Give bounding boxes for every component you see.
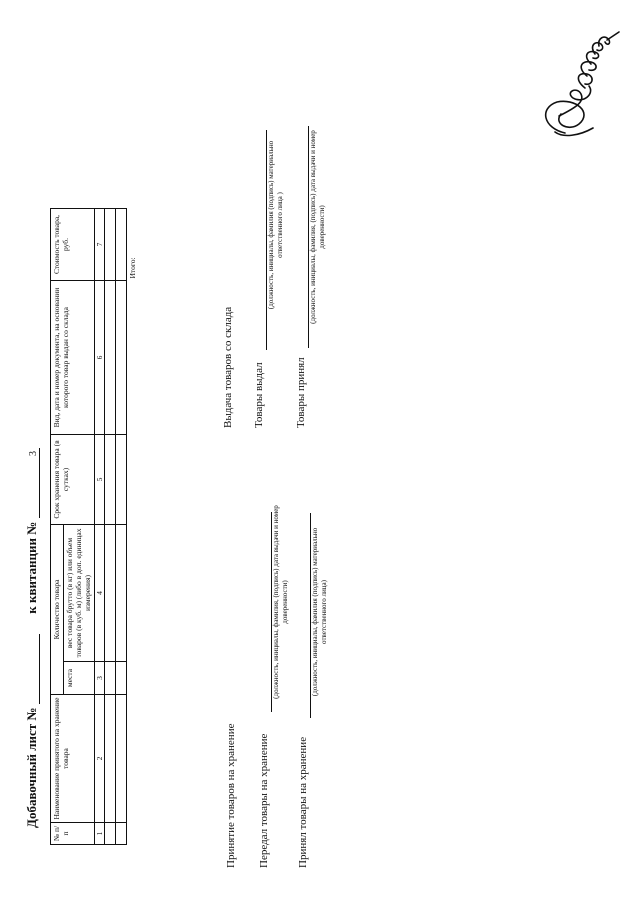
table-cell[interactable] [105, 695, 116, 823]
table-cell[interactable] [105, 662, 116, 695]
rotated-form [10, 18, 630, 888]
table-cell[interactable] [105, 435, 116, 525]
header-cost: Стоимость товара, руб. [51, 209, 95, 281]
table-cell[interactable] [105, 281, 116, 435]
table-cell[interactable] [116, 209, 127, 281]
header-quantity-group: Количество товара [51, 525, 64, 695]
title-left: Добавочный лист № [24, 707, 39, 828]
header-goods-name: Наименование принятого на хранение товара [51, 695, 95, 823]
table-cell[interactable] [105, 209, 116, 281]
page-number: 3 [28, 451, 39, 456]
table-cell[interactable] [116, 435, 127, 525]
title-right: к квитанции № [24, 521, 39, 614]
issue-given-label: Товары выдал [253, 362, 265, 428]
table-header-row [51, 209, 64, 845]
handwritten-signature [535, 28, 627, 148]
column-number: 6 [95, 281, 105, 435]
header-storage-term: Срок хранения товара (в сутках) [51, 435, 95, 525]
column-number: 5 [95, 435, 105, 525]
table-cell[interactable] [116, 823, 127, 845]
sheet-number-field[interactable] [39, 634, 40, 704]
column-number: 1 [95, 823, 105, 845]
issue-title: Выдача товаров со склада [222, 306, 234, 428]
acceptance-received-label: Принял товары на хранение [297, 736, 309, 868]
page-title [24, 448, 40, 828]
column-number: 3 [95, 662, 105, 695]
column-number: 2 [95, 695, 105, 823]
table-total-row [127, 209, 139, 845]
table-cell[interactable] [105, 525, 116, 662]
table-cell[interactable] [116, 695, 127, 823]
acceptance-received-caption: (должность, инициалы, фамилия (подпись) материально ответственного лица) [311, 527, 328, 697]
acceptance-handed-caption: (должность, инициалы, фамилия, (подпись) дата выдачи и номер доверенности) [272, 505, 289, 699]
receipt-number-field[interactable] [39, 448, 40, 518]
header-places: места [64, 662, 95, 695]
header-row-number: № п/п [51, 823, 95, 845]
table-row [116, 209, 127, 845]
table-cell[interactable] [116, 525, 127, 662]
issue-given-caption: (должность, инициалы, фамилия (подпись) материально ответственного лица ) [267, 140, 284, 310]
header-weight: вес товара брутто (в кг) или объем товаров (в куб. м) (либо в доп. единицах измерения) [64, 525, 95, 662]
column-number: 7 [95, 209, 105, 281]
table-cell[interactable] [116, 281, 127, 435]
issue-received-caption: (должность, инициалы, фамилия, (подпись) дата выдачи и номер доверенности) [309, 130, 326, 324]
acceptance-title: Принятие товаров на хранение [225, 723, 237, 868]
goods-table [50, 208, 138, 845]
table-row [105, 209, 116, 845]
acceptance-handed-label: Передал товары на хранение [258, 733, 270, 868]
column-number: 4 [95, 525, 105, 662]
table-cell[interactable] [105, 823, 116, 845]
header-document: Вид, дата и номер документа, на основании которого товар выдан со склада [51, 281, 95, 435]
table-cell[interactable] [116, 662, 127, 695]
total-label: Итого: [128, 257, 137, 279]
issue-received-label: Товары принял [295, 357, 307, 428]
table-number-row [95, 209, 105, 845]
